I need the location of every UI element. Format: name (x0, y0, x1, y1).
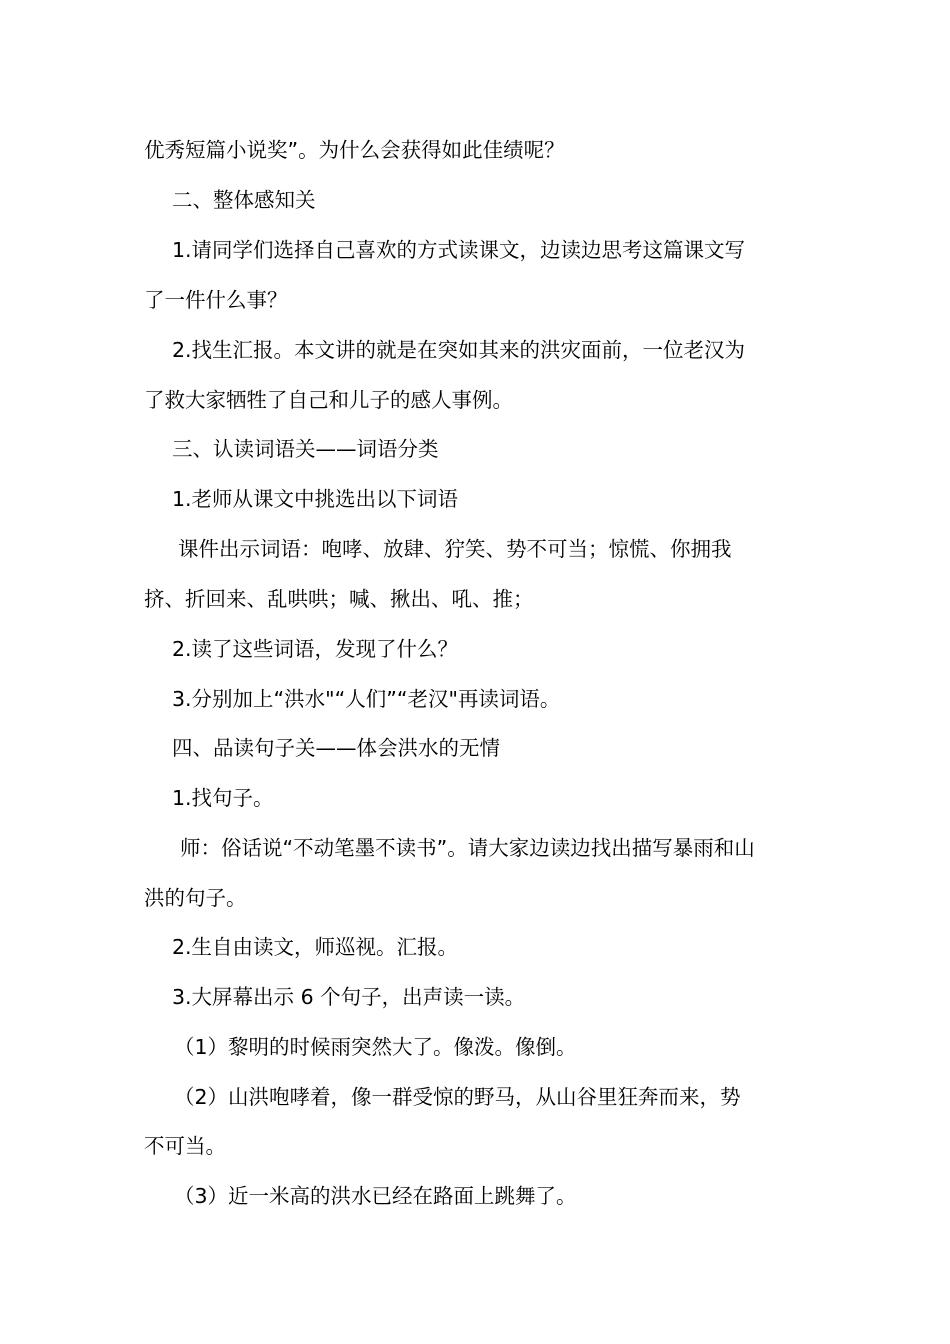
section-heading: 三、认读词语关——词语分类 (172, 437, 439, 461)
paragraph-line: （1）黎明的时候雨突然大了。像泼。像倒。 (174, 1035, 577, 1059)
paragraph-line: 优秀短篇小说奖”。为什么会获得如此佳绩呢？ (144, 138, 565, 162)
paragraph-line: 了救大家牺牲了自己和儿子的感人事例。 (144, 388, 513, 412)
paragraph-line: 了一件什么事？ (144, 288, 288, 312)
paragraph-line: 1.老师从课文中挑选出以下词语 (172, 487, 459, 511)
paragraph-line: 2.找生汇报。本文讲的就是在突如其来的洪灾面前，一位老汉为 (172, 338, 746, 362)
paragraph-line: 1.找句子。 (172, 786, 274, 810)
paragraph-line: 洪的句子。 (144, 886, 247, 910)
paragraph-line: 3.大屏幕出示 6 个句子，出声读一读。 (172, 985, 526, 1009)
paragraph-line: 3.分别加上“洪水"“人们”“老汉"再读词语。 (172, 687, 561, 711)
section-heading: 二、整体感知关 (172, 188, 316, 212)
paragraph-line: 1.请同学们选择自己喜欢的方式读课文，边读边思考这篇课文写 (172, 238, 746, 262)
paragraph-line: （2）山洪咆哮着，像一群受惊的野马，从山谷里狂奔而来，势 (174, 1085, 741, 1109)
paragraph-line: 挤、折回来、乱哄哄；喊、揪出、吼、推； (144, 587, 534, 611)
paragraph-line: 师：俗话说“不动笔墨不读书”。请大家边读边找出描写暴雨和山 (180, 836, 755, 860)
paragraph-line: 课件出示词语：咆哮、放肆、狞笑、势不可当；惊慌、你拥我 (178, 537, 732, 561)
paragraph-line: 2.生自由读文，师巡视。汇报。 (172, 935, 459, 959)
section-heading: 四、品读句子关——体会洪水的无情 (172, 736, 500, 760)
paragraph-line: 2.读了这些词语，发现了什么？ (172, 637, 459, 661)
paragraph-line: 不可当。 (144, 1134, 226, 1158)
paragraph-line: （3）近一米高的洪水已经在路面上跳舞了。 (174, 1184, 577, 1208)
